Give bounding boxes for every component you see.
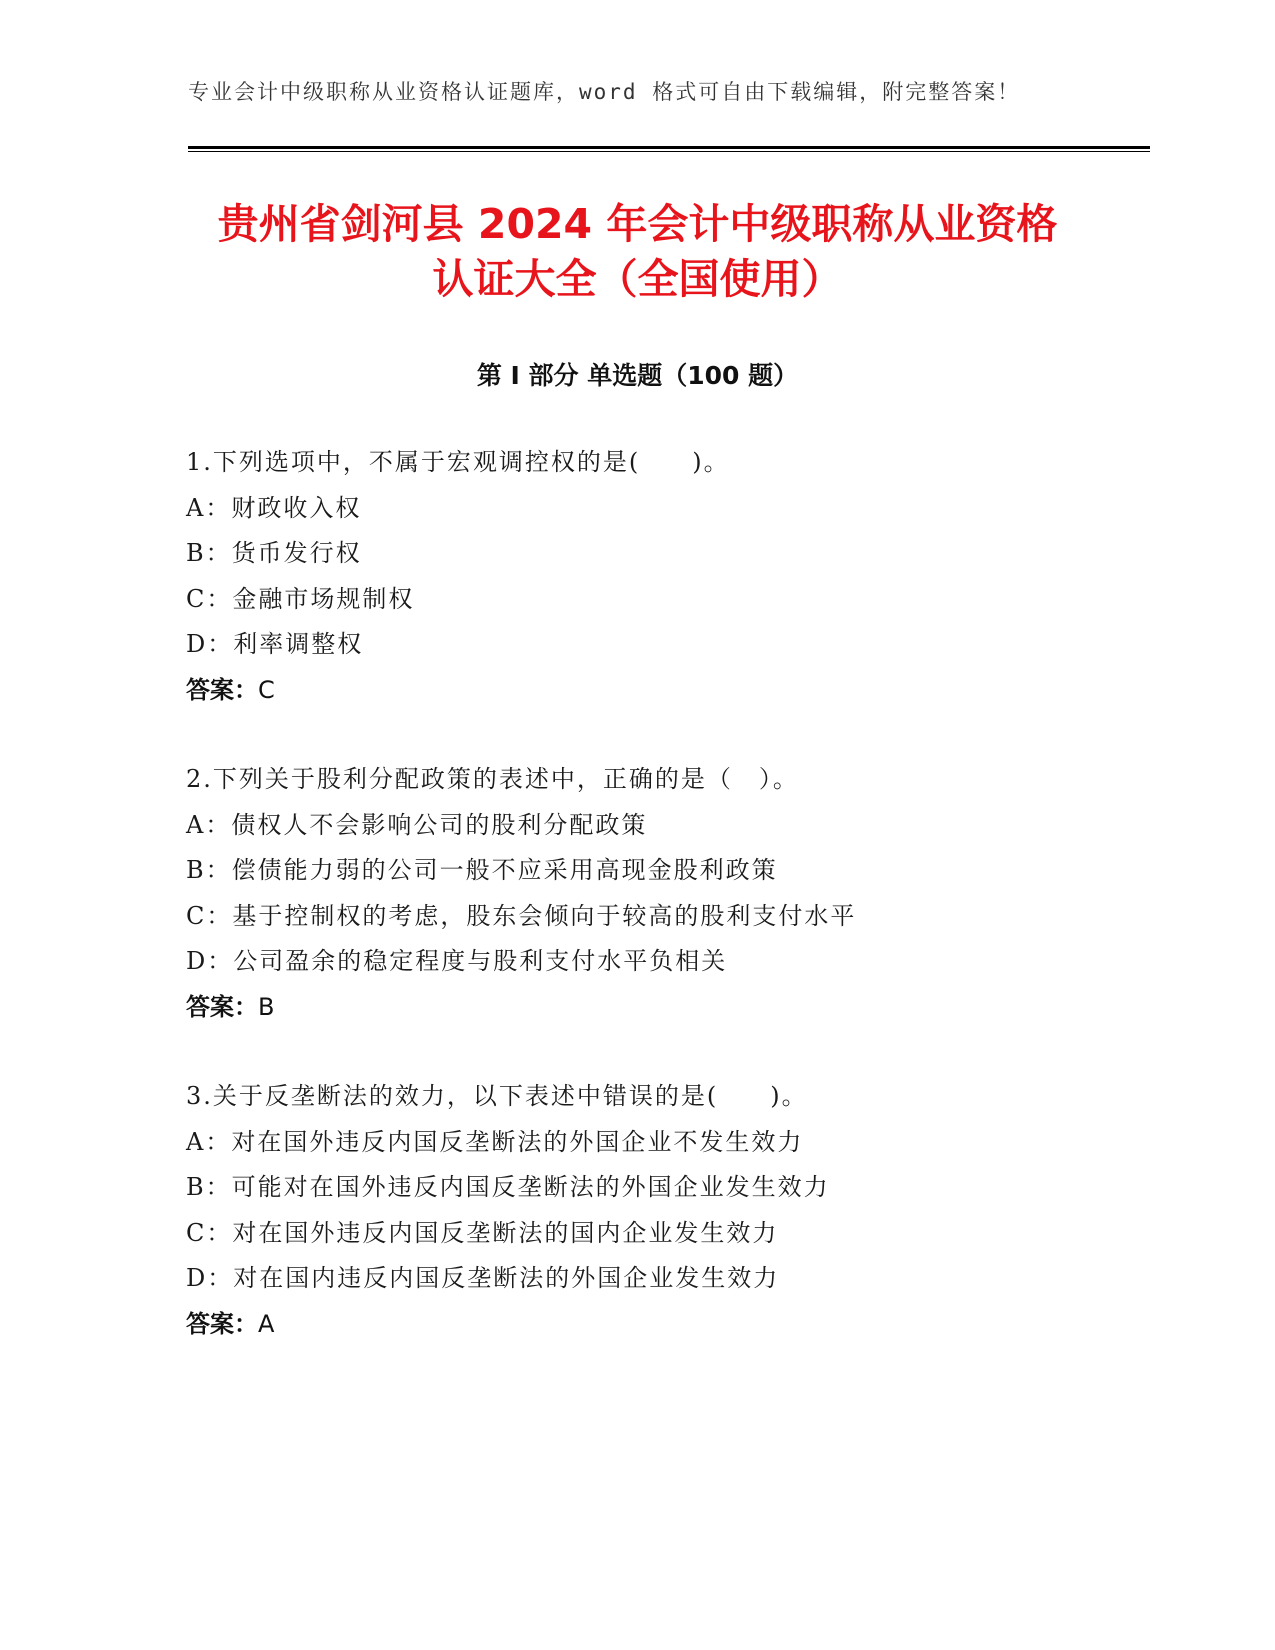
option-a: A：债权人不会影响公司的股利分配政策 [186, 810, 648, 839]
option-a: A：财政收入权 [186, 493, 362, 522]
answer-value: B [258, 992, 275, 1021]
option-d: D：对在国内违反内国反垄断法的外国企业发生效力 [186, 1264, 780, 1292]
option-c: C：基于控制权的考虑，股东会倾向于较高的股利支付水平 [186, 901, 857, 930]
option-d: D：公司盈余的稳定程度与股利支付水平负相关 [186, 947, 728, 975]
header-divider-thin [188, 151, 1150, 152]
answer-label: 答案： [186, 1309, 258, 1338]
section-title: 第 I 部分 单选题（100 题） [476, 361, 799, 390]
option-c: C：金融市场规制权 [186, 584, 415, 613]
document-title-line-2: 认证大全（全国使用） [432, 255, 843, 303]
option-c: C：对在国外违反内国反垄断法的国内企业发生效力 [186, 1218, 779, 1247]
answer-label: 答案： [186, 675, 258, 704]
document-title-line-1: 贵州省剑河县 2024 年会计中级职称从业资格 [217, 200, 1058, 248]
question-list [186, 440, 1146, 1391]
answer [186, 668, 1146, 714]
option-b: B：可能对在国外违反内国反垄断法的外国企业发生效力 [186, 1173, 830, 1201]
question-1 [186, 440, 1146, 713]
answer-value: C [258, 675, 275, 704]
question-stem: 1.下列选项中，不属于宏观调控权的是( )。 [186, 448, 730, 476]
document-title [150, 197, 1125, 307]
answer-label: 答案： [186, 992, 258, 1021]
answer [186, 985, 1146, 1031]
answer-value: A [258, 1309, 275, 1338]
header-divider [188, 146, 1150, 149]
question-2 [186, 757, 1146, 1030]
question-3 [186, 1074, 1146, 1347]
option-a: A：对在国外违反内国反垄断法的外国企业不发生效力 [186, 1127, 804, 1156]
option-b: B：偿债能力弱的公司一般不应采用高现金股利政策 [186, 856, 778, 884]
question-stem: 2.下列关于股利分配政策的表述中，正确的是（ ）。 [186, 765, 799, 793]
question-stem: 3.关于反垄断法的效力，以下表述中错误的是( )。 [186, 1082, 808, 1110]
option-d: D：利率调整权 [186, 630, 364, 658]
page-header: 专业会计中级职称从业资格认证题库，word 格式可自由下载编辑，附完整答案！ [188, 80, 1021, 104]
answer [186, 1302, 1146, 1348]
option-b: B：货币发行权 [186, 539, 362, 567]
